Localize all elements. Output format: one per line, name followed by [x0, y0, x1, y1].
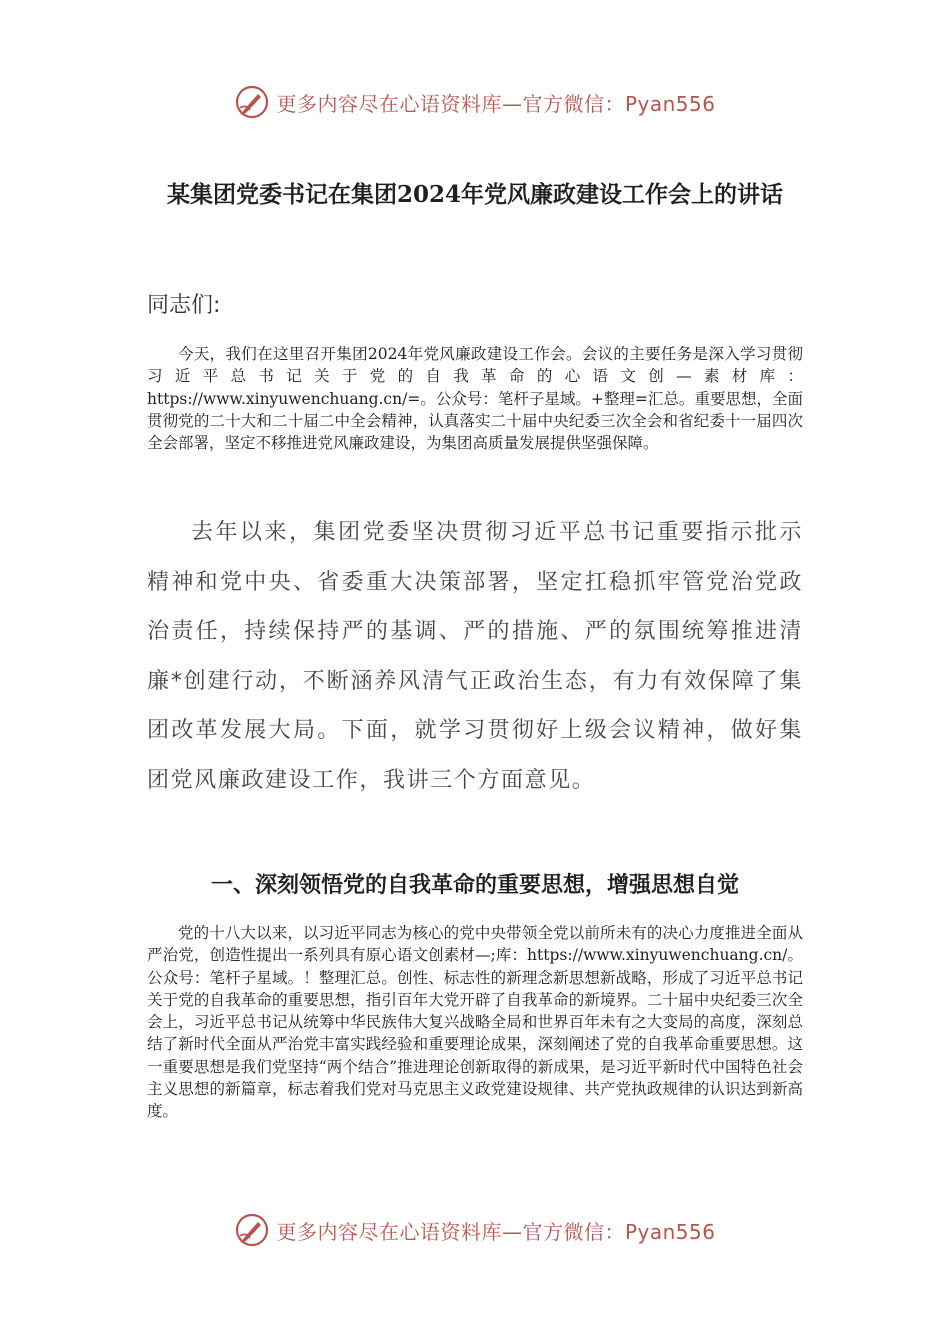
body-paragraph-intro: 今天，我们在这里召开集团2024年党风廉政建设工作会。会议的主要任务是深入学习贯彻习近平总书记关于党的自我革命的心语文创—素材库：https://www.xinyuwenchuang.cn/=。公众号：笔杆子星域。+整理=汇总。重要思想，全面贯彻党的二十大和二十届二中全会精神，认真落实二十届中央纪委三次全会和省纪委十一届四次全会部署，坚定不移推进党风廉政建设，为集团高质量发展提供坚强保障。	[147, 345, 803, 453]
watermark-banner-bottom	[0, 1210, 950, 1250]
salutation: 同志们:	[147, 293, 221, 318]
watermark-banner-top	[0, 82, 950, 122]
document-title: 某集团党委书记在集团2024年党风廉政建设工作会上的讲话	[166, 181, 783, 208]
pen-logo-icon	[234, 1212, 270, 1248]
watermark-text: 更多内容尽在心语资料库—官方微信：Pyan556	[276, 91, 716, 116]
section-heading: 一、深刻领悟党的自我革命的重要思想，增强思想自觉	[210, 873, 739, 898]
section-paragraph: 党的十八大以来，以习近平同志为核心的党中央带领全党以前所未有的决心力度推进全面从严治党，创造性提出一系列具有原心语文创素材—;库：https://www.xinyuwenchuang.cn/。公众号：笔杆子星域。！整理汇总。创性、标志性的新理念新思想新战略，形成了习近平总书记关于党的自我革命的重要思想，指引百年大党开辟了自我革命的新境界。二十届中央纪委三次全会上，习近平总书记从统筹中华民族伟大复兴战略全局和世界百年未有之大变局的高度，深刻总结了新时代全面从严治党丰富实践经验和重要理论成果，深刻阐述了党的自我革命重要思想。这一重要思想是我们党坚持“两个结合”推进理论创新取得的新成果，是习近平新时代中国特色社会主义思想的新篇章，标志着我们党对马克思主义政党建设规律、共产党执政规律的认识达到新高度。	[147, 924, 803, 1121]
body-paragraph-review: 去年以来，集团党委坚决贯彻习近平总书记重要指示批示精神和党中央、省委重大决策部署，坚定扛稳抓牢管党治党政治责任，持续保持严的基调、严的措施、严的氛围统筹推进清廉*创建行动，不断涵养风清气正政治生态，有力有效保障了集团改革发展大局。下面，就学习贯彻好上级会议精神，做好集团党风廉政建设工作，我讲三个方面意见。	[147, 520, 803, 793]
pen-logo-icon	[234, 84, 270, 120]
watermark-text: 更多内容尽在心语资料库—官方微信：Pyan556	[276, 1219, 716, 1244]
